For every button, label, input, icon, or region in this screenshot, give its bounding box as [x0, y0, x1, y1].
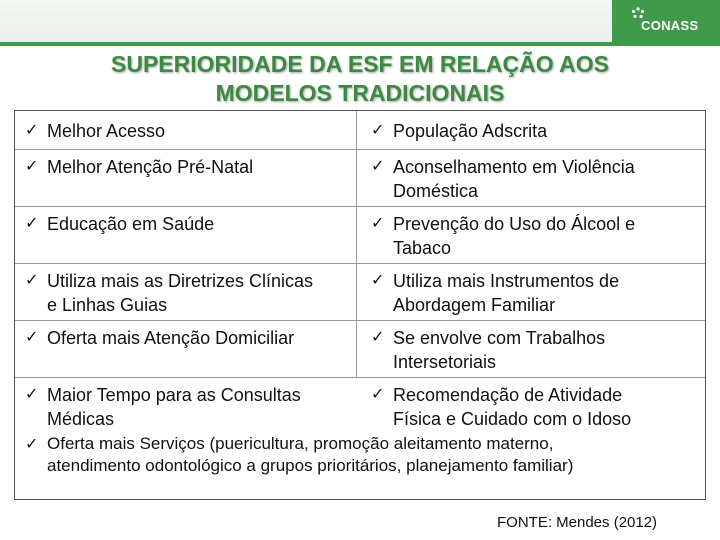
cell-text: Tabaco [393, 238, 452, 258]
cell-text: Maior Tempo para as Consultas [47, 385, 301, 405]
conass-logo-text: CONASS [641, 18, 699, 33]
cell-text: Se envolve com Trabalhos [393, 328, 606, 348]
check-icon: ✓ [371, 158, 385, 175]
cell-text: Melhor Atenção Pré-Natal [47, 157, 254, 177]
check-icon: ✓ [371, 122, 385, 139]
cell-text: Física e Cuidado com o Idoso [393, 409, 632, 429]
check-icon: ✓ [25, 215, 39, 232]
cell-text: Doméstica [393, 181, 479, 201]
check-icon: ✓ [25, 122, 39, 139]
check-icon: ✓ [25, 158, 39, 175]
cell-text: Oferta mais Serviços (puericultura, promoção aleitamento materno, [47, 434, 554, 453]
table-cell-left [25, 155, 345, 179]
cell-text: Intersetoriais [393, 352, 497, 372]
page-title [40, 50, 680, 108]
check-icon: ✓ [25, 436, 39, 453]
table-cell-right [371, 326, 701, 374]
check-icon: ✓ [371, 386, 385, 403]
header-divider [0, 42, 720, 46]
cell-text: Recomendação de Atividade [393, 385, 623, 405]
table-cell-right [371, 212, 701, 260]
check-icon: ✓ [371, 272, 385, 289]
cell-text: Prevenção do Uso do Álcool e [393, 214, 636, 234]
cell-text: Abordagem Familiar [393, 295, 556, 315]
check-icon: ✓ [371, 215, 385, 232]
cell-text: Educação em Saúde [47, 214, 215, 234]
page-title-line-2: MODELOS TRADICIONAIS [215, 80, 505, 106]
cell-text: Utiliza mais Instrumentos de [393, 271, 620, 291]
cell-text: Médicas [47, 409, 115, 429]
cell-text: Melhor Acesso [47, 121, 166, 141]
cell-text: Oferta mais Atenção Domiciliar [47, 328, 295, 348]
cell-text: atendimento odontológico a grupos prioritários, planejamento familiar) [47, 456, 574, 475]
row-divider [15, 377, 705, 378]
table-cell-left [25, 326, 345, 350]
check-icon: ✓ [25, 272, 39, 289]
cell-text: População Adscrita [393, 121, 548, 141]
table-cell-left [25, 269, 355, 317]
row-divider [15, 206, 705, 207]
row-divider [15, 263, 705, 264]
row-divider [15, 320, 705, 321]
cell-text: Aconselhamento em Violência [393, 157, 635, 177]
check-icon: ✓ [25, 386, 39, 403]
comparison-table [14, 110, 706, 500]
table-cell-full [25, 433, 701, 477]
table-cell-left [25, 383, 355, 431]
source-footnote: FONTE: Mendes (2012) [497, 514, 658, 531]
check-icon: ✓ [25, 329, 39, 346]
table-cell-right [371, 155, 701, 203]
table-cell-right [371, 269, 701, 317]
table-cell-left [25, 212, 345, 236]
check-icon: ✓ [371, 329, 385, 346]
row-divider [15, 149, 705, 150]
cell-text: Utiliza mais as Diretrizes Clínicas [47, 271, 314, 291]
table-cell-right [371, 383, 701, 431]
page-title-line-1: SUPERIORIDADE DA ESF EM RELAÇÃO AOS [111, 51, 609, 77]
column-divider [356, 111, 357, 377]
cell-text: e Linhas Guias [47, 295, 168, 315]
table-cell-right [371, 119, 701, 143]
table-cell-left [25, 119, 345, 143]
